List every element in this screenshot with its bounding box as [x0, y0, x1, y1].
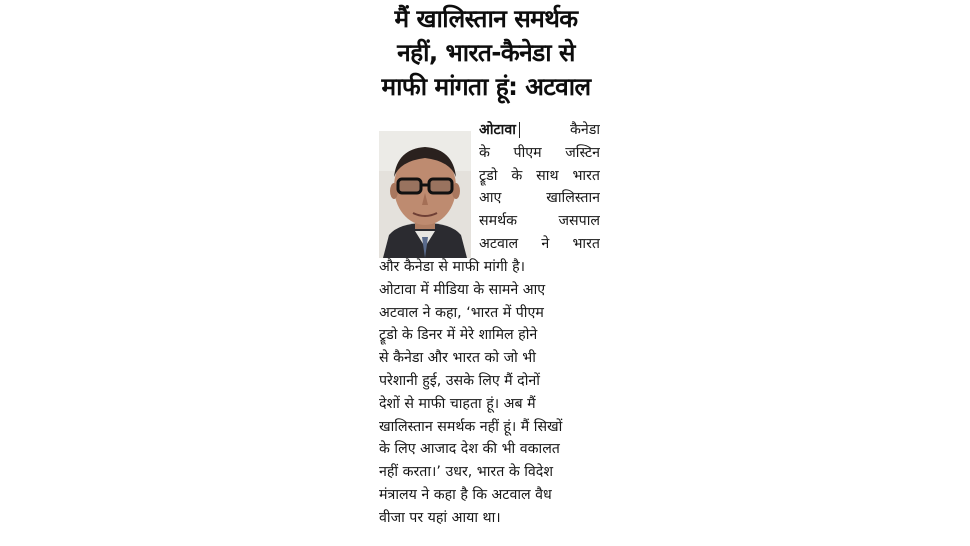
body-line: ट्रूडो के डिनर में मेरे शामिल होने	[379, 327, 538, 344]
body-line: वीजा पर यहां आया था।	[379, 509, 501, 526]
body-line: खालिस्तान समर्थक नहीं हूं। मैं सिखों	[379, 418, 563, 435]
article-body	[379, 256, 600, 530]
headline-line: माफी मांगता हूं: अटवाल	[381, 72, 591, 101]
portrait-photo	[379, 131, 471, 258]
body-line: अटवाल ने कहा, ‘भारत में पीएम	[379, 304, 544, 321]
portrait-illustration	[379, 131, 471, 258]
body-line: कैनेडा	[569, 122, 600, 138]
headline-line: नहीं, भारत-कैनेडा से	[397, 38, 575, 67]
body-line: ओटावा में मीडिया के सामने आए	[379, 281, 546, 298]
body-line: के पीएम जस्टिन	[479, 144, 600, 161]
body-line: ट्रूडो के साथ भारत	[479, 167, 600, 184]
dateline: ओटावा	[479, 122, 520, 138]
article-body-wrap	[479, 119, 600, 256]
body-line: समर्थक जसपाल	[479, 213, 600, 230]
body-line: से कैनेडा और भारत को जो भी	[379, 350, 536, 367]
body-line: देशों से माफी चाहता हूं। अब मैं	[379, 395, 536, 412]
body-line: परेशानी हुई, उसके लिए मैं दोनों	[379, 372, 540, 389]
headline-line: मैं खालिस्तान समर्थक	[394, 4, 578, 33]
body-line: नहीं करता।’ उधर, भारत के विदेश	[379, 464, 553, 481]
body-line: अटवाल ने भारत	[479, 235, 600, 252]
body-line: और कैनेडा से माफी मांगी है।	[379, 259, 525, 275]
body-line: मंत्रालय ने कहा है कि अटवाल वैध	[379, 486, 552, 503]
body-line: के लिए आजाद देश की भी वकालत	[379, 441, 560, 458]
news-clipping	[372, 0, 600, 546]
headline	[372, 2, 600, 104]
body-line: आए खालिस्तान	[479, 190, 600, 207]
dateline-row	[479, 119, 600, 142]
